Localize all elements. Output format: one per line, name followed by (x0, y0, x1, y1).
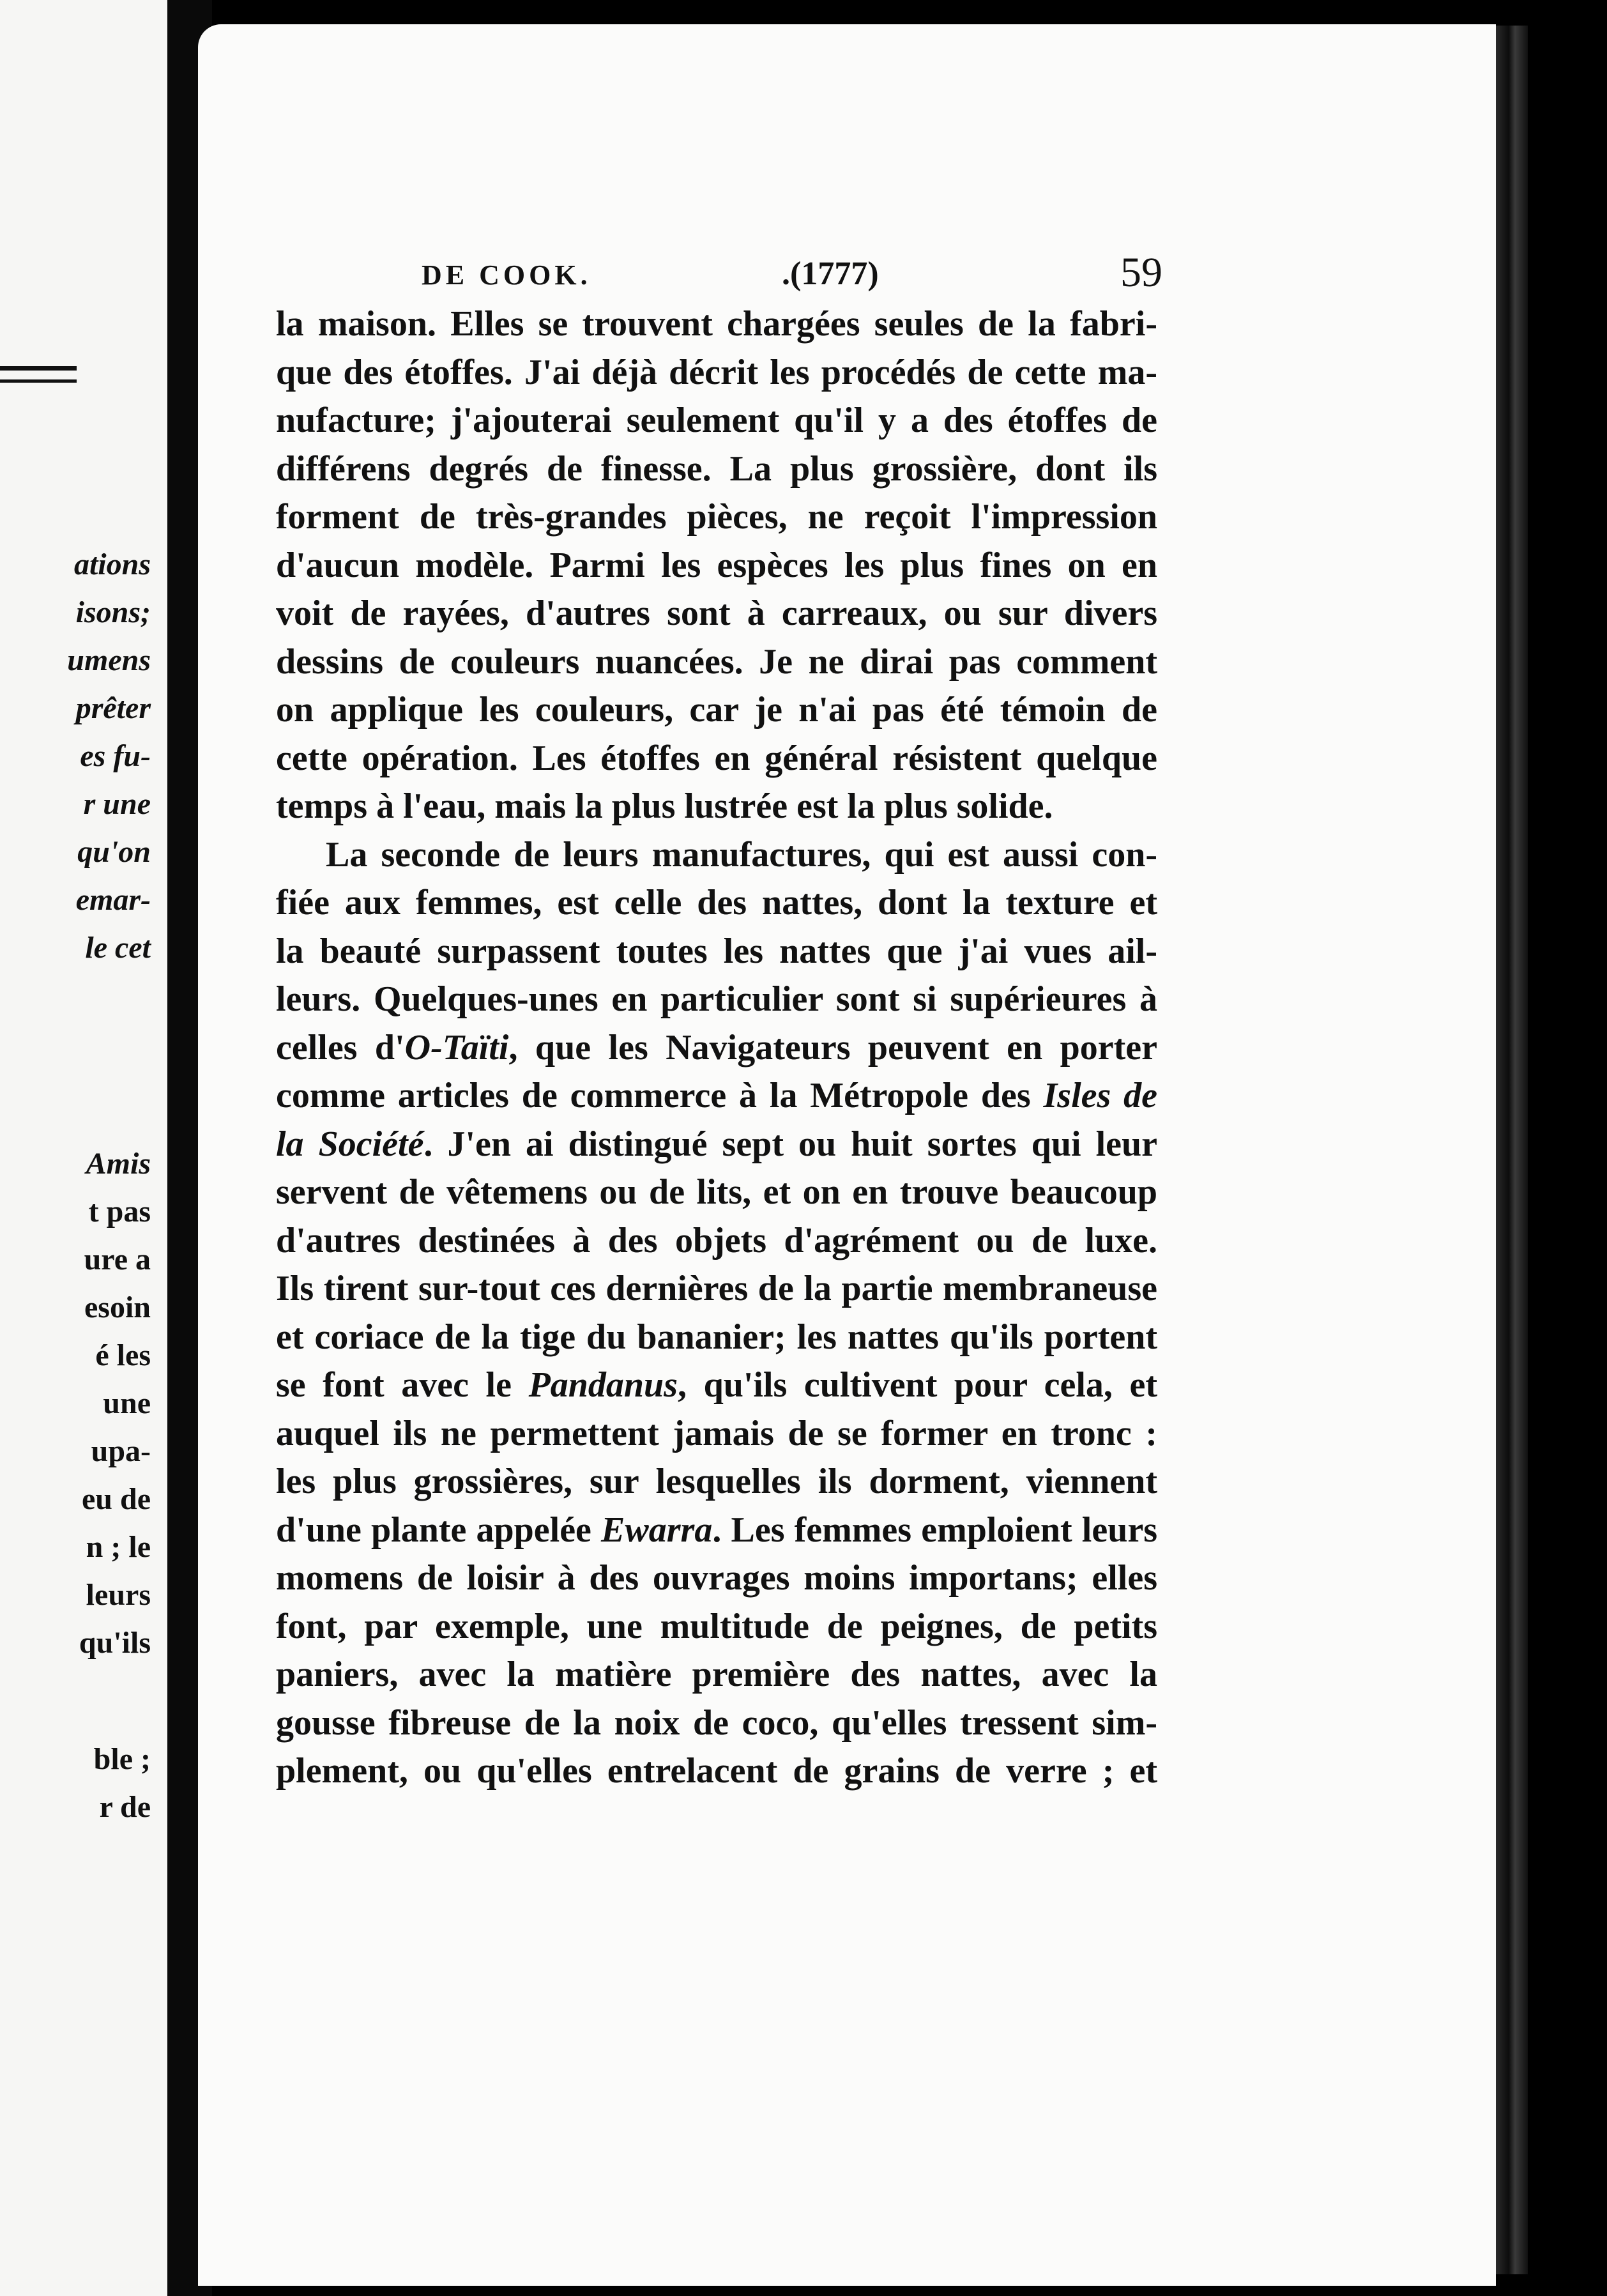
text-run: les plus grossières, sur lesquelles ils dorment, viennent (276, 1462, 1157, 1501)
text-line (276, 1458, 1157, 1506)
text-line (276, 1603, 1157, 1651)
facing-page-line: isons; (75, 595, 151, 629)
running-head-title: DE COOK. (422, 259, 591, 291)
running-head (422, 249, 1162, 297)
text-line (276, 735, 1157, 783)
body-text (276, 300, 1157, 1796)
facing-page-line: prêter (75, 691, 151, 725)
facing-page-line: umens (67, 643, 151, 677)
text-run: se font avec le (276, 1365, 529, 1405)
facing-page-line: ations (73, 547, 151, 581)
text-run: font, par exemple, une multitude de peignes, de petits (276, 1606, 1157, 1646)
text-run: dessins de couleurs nuancées. Je ne dirai pas comment (276, 641, 1157, 682)
double-rule-top (0, 366, 77, 371)
text-line (276, 1313, 1157, 1362)
text-run: fiée aux femmes, est celle des nattes, dont la texture et (276, 883, 1157, 922)
text-line (276, 300, 1157, 349)
text-line (276, 783, 1157, 831)
double-rule-bottom (0, 379, 77, 383)
text-run: on applique les couleurs, car je n'ai pas été témoin de (276, 690, 1157, 730)
text-run: , que les Navigateurs peuvent en porter (508, 1027, 1157, 1068)
italic-text: O-Taïti (404, 1027, 509, 1068)
italic-text: Pandanus (528, 1365, 678, 1405)
text-line (276, 445, 1157, 494)
text-line (276, 493, 1157, 542)
facing-page-line: é les (95, 1338, 151, 1372)
text-line (276, 1651, 1157, 1699)
facing-page-line: le cet (85, 931, 151, 965)
text-line (276, 879, 1157, 928)
text-line (276, 1410, 1157, 1458)
text-run: forment de très-grandes pièces, ne reçoit l'impression (276, 497, 1157, 537)
text-run: gousse fibreuse de la noix de coco, qu'elles tressent sim- (276, 1703, 1157, 1743)
text-run: momens de loisir à des ouvrages moins importans; elles (276, 1558, 1157, 1598)
text-line (276, 1699, 1157, 1748)
facing-page-line: ble ; (93, 1742, 151, 1776)
text-run: la beauté surpassent toutes les nattes que j'ai vues ail- (276, 931, 1157, 971)
text-run: d'aucun modèle. Parmi les espèces les plus fines on en (276, 545, 1157, 585)
page-number: 59 (1120, 249, 1162, 296)
facing-page-line: ure a (84, 1243, 151, 1276)
text-run: différens degrés de finesse. La plus grossière, dont ils (276, 448, 1157, 489)
text-line (276, 1217, 1157, 1266)
facing-page-line: esoin (84, 1290, 151, 1324)
text-line (276, 590, 1157, 638)
text-run: temps à l'eau, mais la plus lustrée est la plus solide. (276, 786, 1053, 826)
text-run: celles d' (276, 1027, 405, 1068)
facing-page-line: qu'ils (79, 1626, 151, 1660)
text-run: cette opération. Les étoffes en général résistent quelque (276, 738, 1157, 778)
text-line (276, 349, 1157, 397)
text-line (276, 1072, 1157, 1121)
text-line (276, 397, 1157, 445)
text-run: . J'en ai distingué sept ou huit sortes qui leur (423, 1124, 1157, 1164)
facing-page-line: n ; le (86, 1530, 151, 1564)
text-run: comme articles de commerce à la Métropole des (276, 1076, 1044, 1115)
text-run: d'autres destinées à des objets d'agrément ou de luxe. (276, 1220, 1157, 1260)
text-run: et coriace de la tige du bananier; les nattes qu'ils portent (276, 1317, 1157, 1357)
text-run: servent de vêtemens ou de lits, et on en trouve beaucoup (276, 1172, 1157, 1212)
running-head-year: .(1777) (782, 256, 879, 292)
text-run: auquel ils ne permettent jamais de se former en tronc : (276, 1413, 1157, 1453)
facing-page-line: une (103, 1386, 151, 1420)
text-run: voit de rayées, d'autres sont à carreaux, ou sur divers (276, 593, 1157, 633)
text-run: la maison. Elles se trouvent chargées seules de la fabri- (276, 304, 1157, 344)
facing-page-line: emar- (75, 883, 151, 917)
text-run: leurs. Quelques-unes en particulier sont si supérieures à (276, 979, 1157, 1019)
text-run: que des étoffes. J'ai déjà décrit les procédés de cette ma- (276, 352, 1157, 392)
text-run: plement, ou qu'elles entrelacent de grains de verre ; et (276, 1751, 1157, 1791)
italic-text: Isles de (1043, 1076, 1158, 1115)
text-line (276, 1554, 1157, 1603)
text-run: . Les femmes emploient leurs (712, 1510, 1157, 1550)
facing-page-line: t pas (88, 1195, 151, 1228)
text-line (276, 831, 1157, 880)
text-run: d'une plante appelée (276, 1510, 602, 1550)
text-line (276, 928, 1157, 976)
text-line (276, 1265, 1157, 1313)
text-line (276, 686, 1157, 735)
text-run: paniers, avec la matière première des nattes, avec la (276, 1655, 1157, 1694)
facing-page-line: es fu- (80, 739, 151, 773)
text-line (276, 638, 1157, 687)
facing-page-line: Amis (86, 1147, 151, 1181)
text-line (276, 1121, 1157, 1169)
text-run: Ils tirent sur-tout ces dernières de la partie membraneuse (276, 1269, 1157, 1308)
text-line (276, 1747, 1157, 1796)
facing-page-line: eu de (82, 1482, 151, 1516)
text-run: , qu'ils cultivent pour cela, et (678, 1365, 1158, 1405)
text-line (276, 1168, 1157, 1217)
text-line (276, 1024, 1157, 1073)
facing-page-line: r de (99, 1790, 151, 1824)
facing-page-line: qu'on (77, 835, 151, 869)
text-line (276, 976, 1157, 1024)
facing-page-line: leurs (86, 1578, 151, 1612)
italic-text: Ewarra (601, 1510, 713, 1550)
facing-page-line: upa- (91, 1434, 151, 1468)
page-block-edge (1496, 26, 1528, 2274)
text-line (276, 1361, 1157, 1410)
facing-page-fragment (0, 0, 167, 2296)
text-run: La seconde de leurs manufactures, qui est aussi con- (326, 834, 1157, 875)
italic-text: la Société (276, 1124, 424, 1164)
text-line (276, 1506, 1157, 1555)
text-line (276, 542, 1157, 590)
text-run: nufacture; j'ajouterai seulement qu'il y a des étoffes de (276, 401, 1157, 440)
facing-page-line: r une (83, 787, 151, 821)
